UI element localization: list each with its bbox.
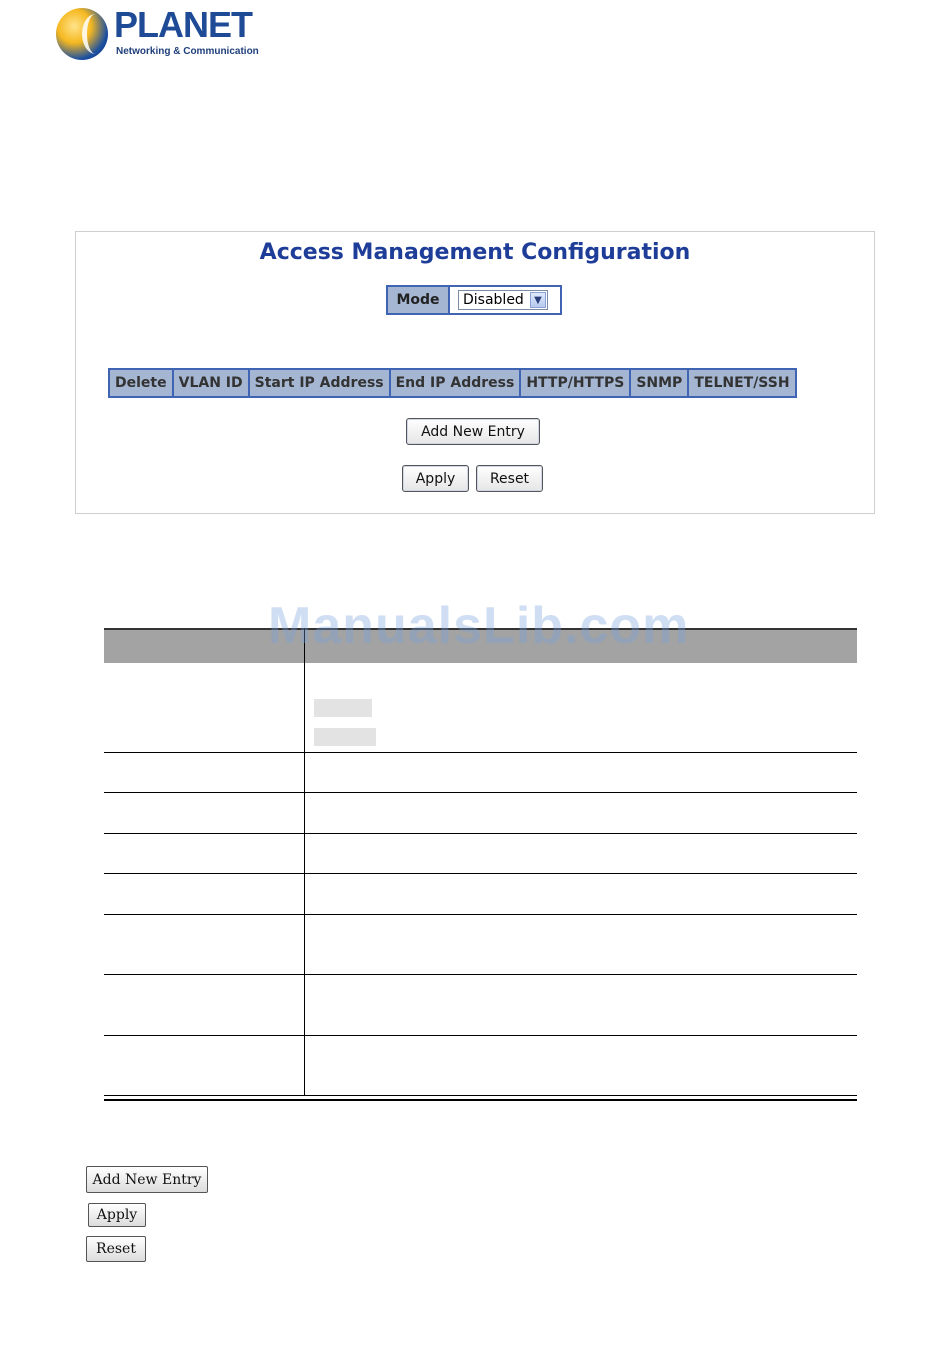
column-header-end-ip: End IP Address [390,369,521,397]
watermark: ManualsLib.com [268,597,690,655]
mode-label: Mode [388,287,450,313]
table-row-divider [104,974,857,975]
mode-row [386,285,562,315]
column-header-start-ip: Start IP Address [249,369,390,397]
column-header-delete: Delete [109,369,173,397]
mode-select[interactable] [458,290,548,310]
planet-logo [56,6,266,62]
reset-button[interactable]: Reset [476,465,543,492]
apply-button-legend[interactable]: Apply [88,1203,146,1227]
logo-brand: PLANET [114,4,252,45]
mode-select-value: Disabled [463,292,524,308]
column-header-snmp: SNMP [630,369,688,397]
table-row-divider [104,792,857,793]
access-entry-table [108,368,797,398]
add-new-entry-button-legend[interactable]: Add New Entry [86,1166,208,1193]
apply-button[interactable]: Apply [402,465,469,492]
column-header-vlan-id: VLAN ID [173,369,249,397]
logo-tagline: Networking & Communication [116,46,259,57]
reset-button-legend[interactable]: Reset [86,1236,146,1262]
add-new-entry-button[interactable]: Add New Entry [406,418,540,445]
parameter-description-table [104,628,857,1100]
table-row-divider [104,752,857,753]
redacted-option [314,699,372,717]
table-row-divider [104,873,857,874]
column-header-http-https: HTTP/HTTPS [520,369,630,397]
access-management-panel [75,231,875,514]
table-row-divider [104,1035,857,1036]
column-header-telnet-ssh: TELNET/SSH [688,369,795,397]
page-title: Access Management Configuration [259,240,691,265]
redacted-option [314,728,376,746]
globe-icon [56,8,108,60]
table-row-divider [104,914,857,915]
chevron-down-icon[interactable]: ▼ [530,292,546,308]
table-row-divider [104,833,857,834]
